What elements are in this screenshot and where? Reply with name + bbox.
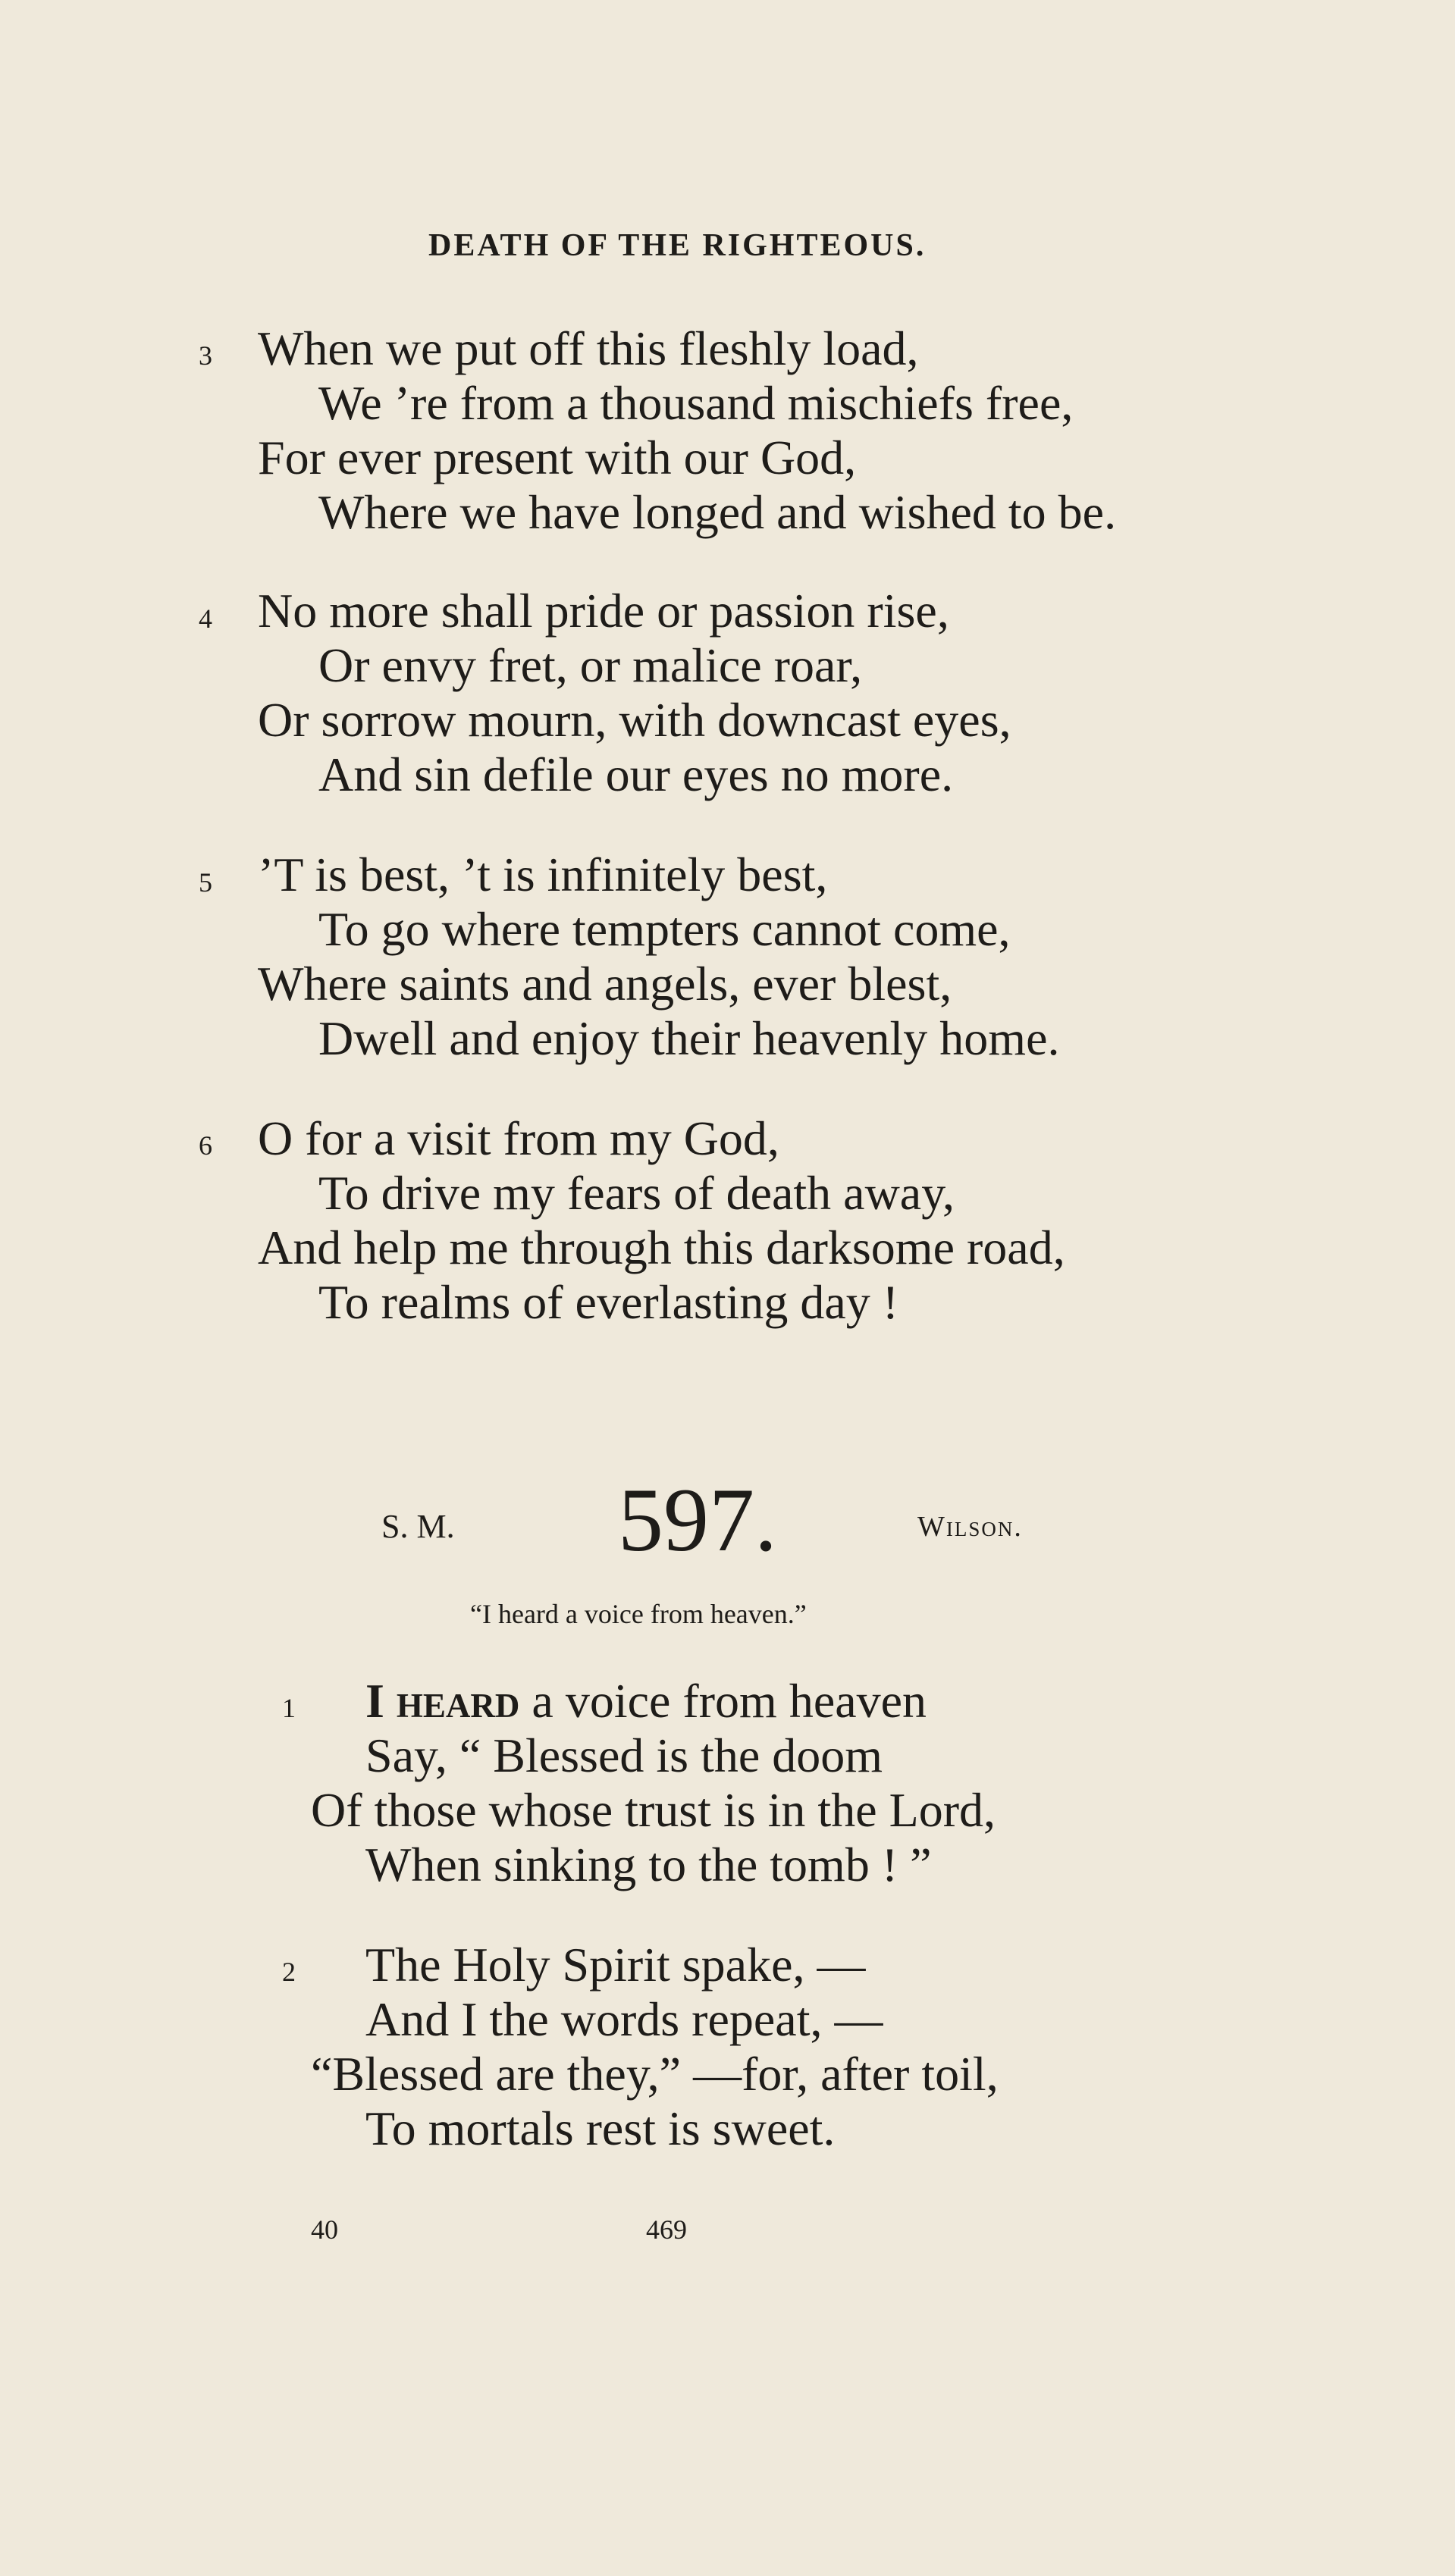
verse-line: “Blessed are they,” —for, after toil, <box>311 2047 999 2101</box>
verse-number: 6 <box>199 1130 212 1161</box>
verse-line: We ’re from a thousand mischiefs free, <box>318 376 1074 430</box>
verse-line: And I the words repeat, — <box>365 1992 883 2046</box>
page-number: 469 <box>646 2214 687 2245</box>
verse-line: For ever present with our God, <box>258 431 857 484</box>
verse-number: 4 <box>199 603 212 634</box>
verse-number: 1 <box>282 1693 296 1723</box>
hymn-meter: S. M. <box>381 1508 455 1545</box>
verse-line: When we put off this fleshly load, <box>258 321 919 375</box>
verse-line: The Holy Spirit spake, — <box>365 1938 866 1992</box>
hymn-header <box>0 1471 1455 1577</box>
signature-mark: 40 <box>311 2214 338 2245</box>
verse-line: O for a visit from my God, <box>258 1111 779 1165</box>
verse-line: And sin defile our eyes no more. <box>318 747 954 801</box>
verse-number: 5 <box>199 867 212 898</box>
verse-line: To mortals rest is sweet. <box>365 2101 836 2155</box>
verse-line: No more shall pride or passion rise, <box>258 584 949 638</box>
verse-line <box>365 1674 927 1728</box>
verse-line: And help me through this darksome road, <box>258 1221 1065 1274</box>
verse-line: When sinking to the tomb ! ” <box>365 1838 932 1891</box>
verse-number: 2 <box>282 1957 296 1987</box>
verse-line: Say, “ Blessed is the doom <box>365 1728 883 1782</box>
verse-line: Where we have longed and wished to be. <box>318 485 1117 539</box>
running-head: DEATH OF THE RIGHTEOUS. <box>428 228 927 263</box>
first-word: I heard <box>365 1674 520 1728</box>
verse-number: 3 <box>199 340 212 371</box>
verse-line: ’T is best, ’t is infinitely best, <box>258 848 828 901</box>
verse-line: Of those whose trust is in the Lord, <box>311 1783 996 1837</box>
verse-line: To go where tempters cannot come, <box>318 902 1011 956</box>
verse-line: To realms of everlasting day ! <box>318 1275 899 1329</box>
verse-line-rest: a voice from heaven <box>519 1674 927 1728</box>
verse-line: Dwell and enjoy their heavenly home. <box>318 1011 1060 1065</box>
hymn-tune: Wilson. <box>917 1511 1023 1543</box>
verse-line: Or envy fret, or malice roar, <box>318 638 863 692</box>
hymn-epigraph: “I heard a voice from heaven.” <box>470 1599 807 1629</box>
verse-line: To drive my fears of death away, <box>318 1166 955 1220</box>
verse-line: Where saints and angels, ever blest, <box>258 957 952 1011</box>
verse-line: Or sorrow mourn, with downcast eyes, <box>258 693 1011 747</box>
hymn-number: 597. <box>618 1469 777 1570</box>
